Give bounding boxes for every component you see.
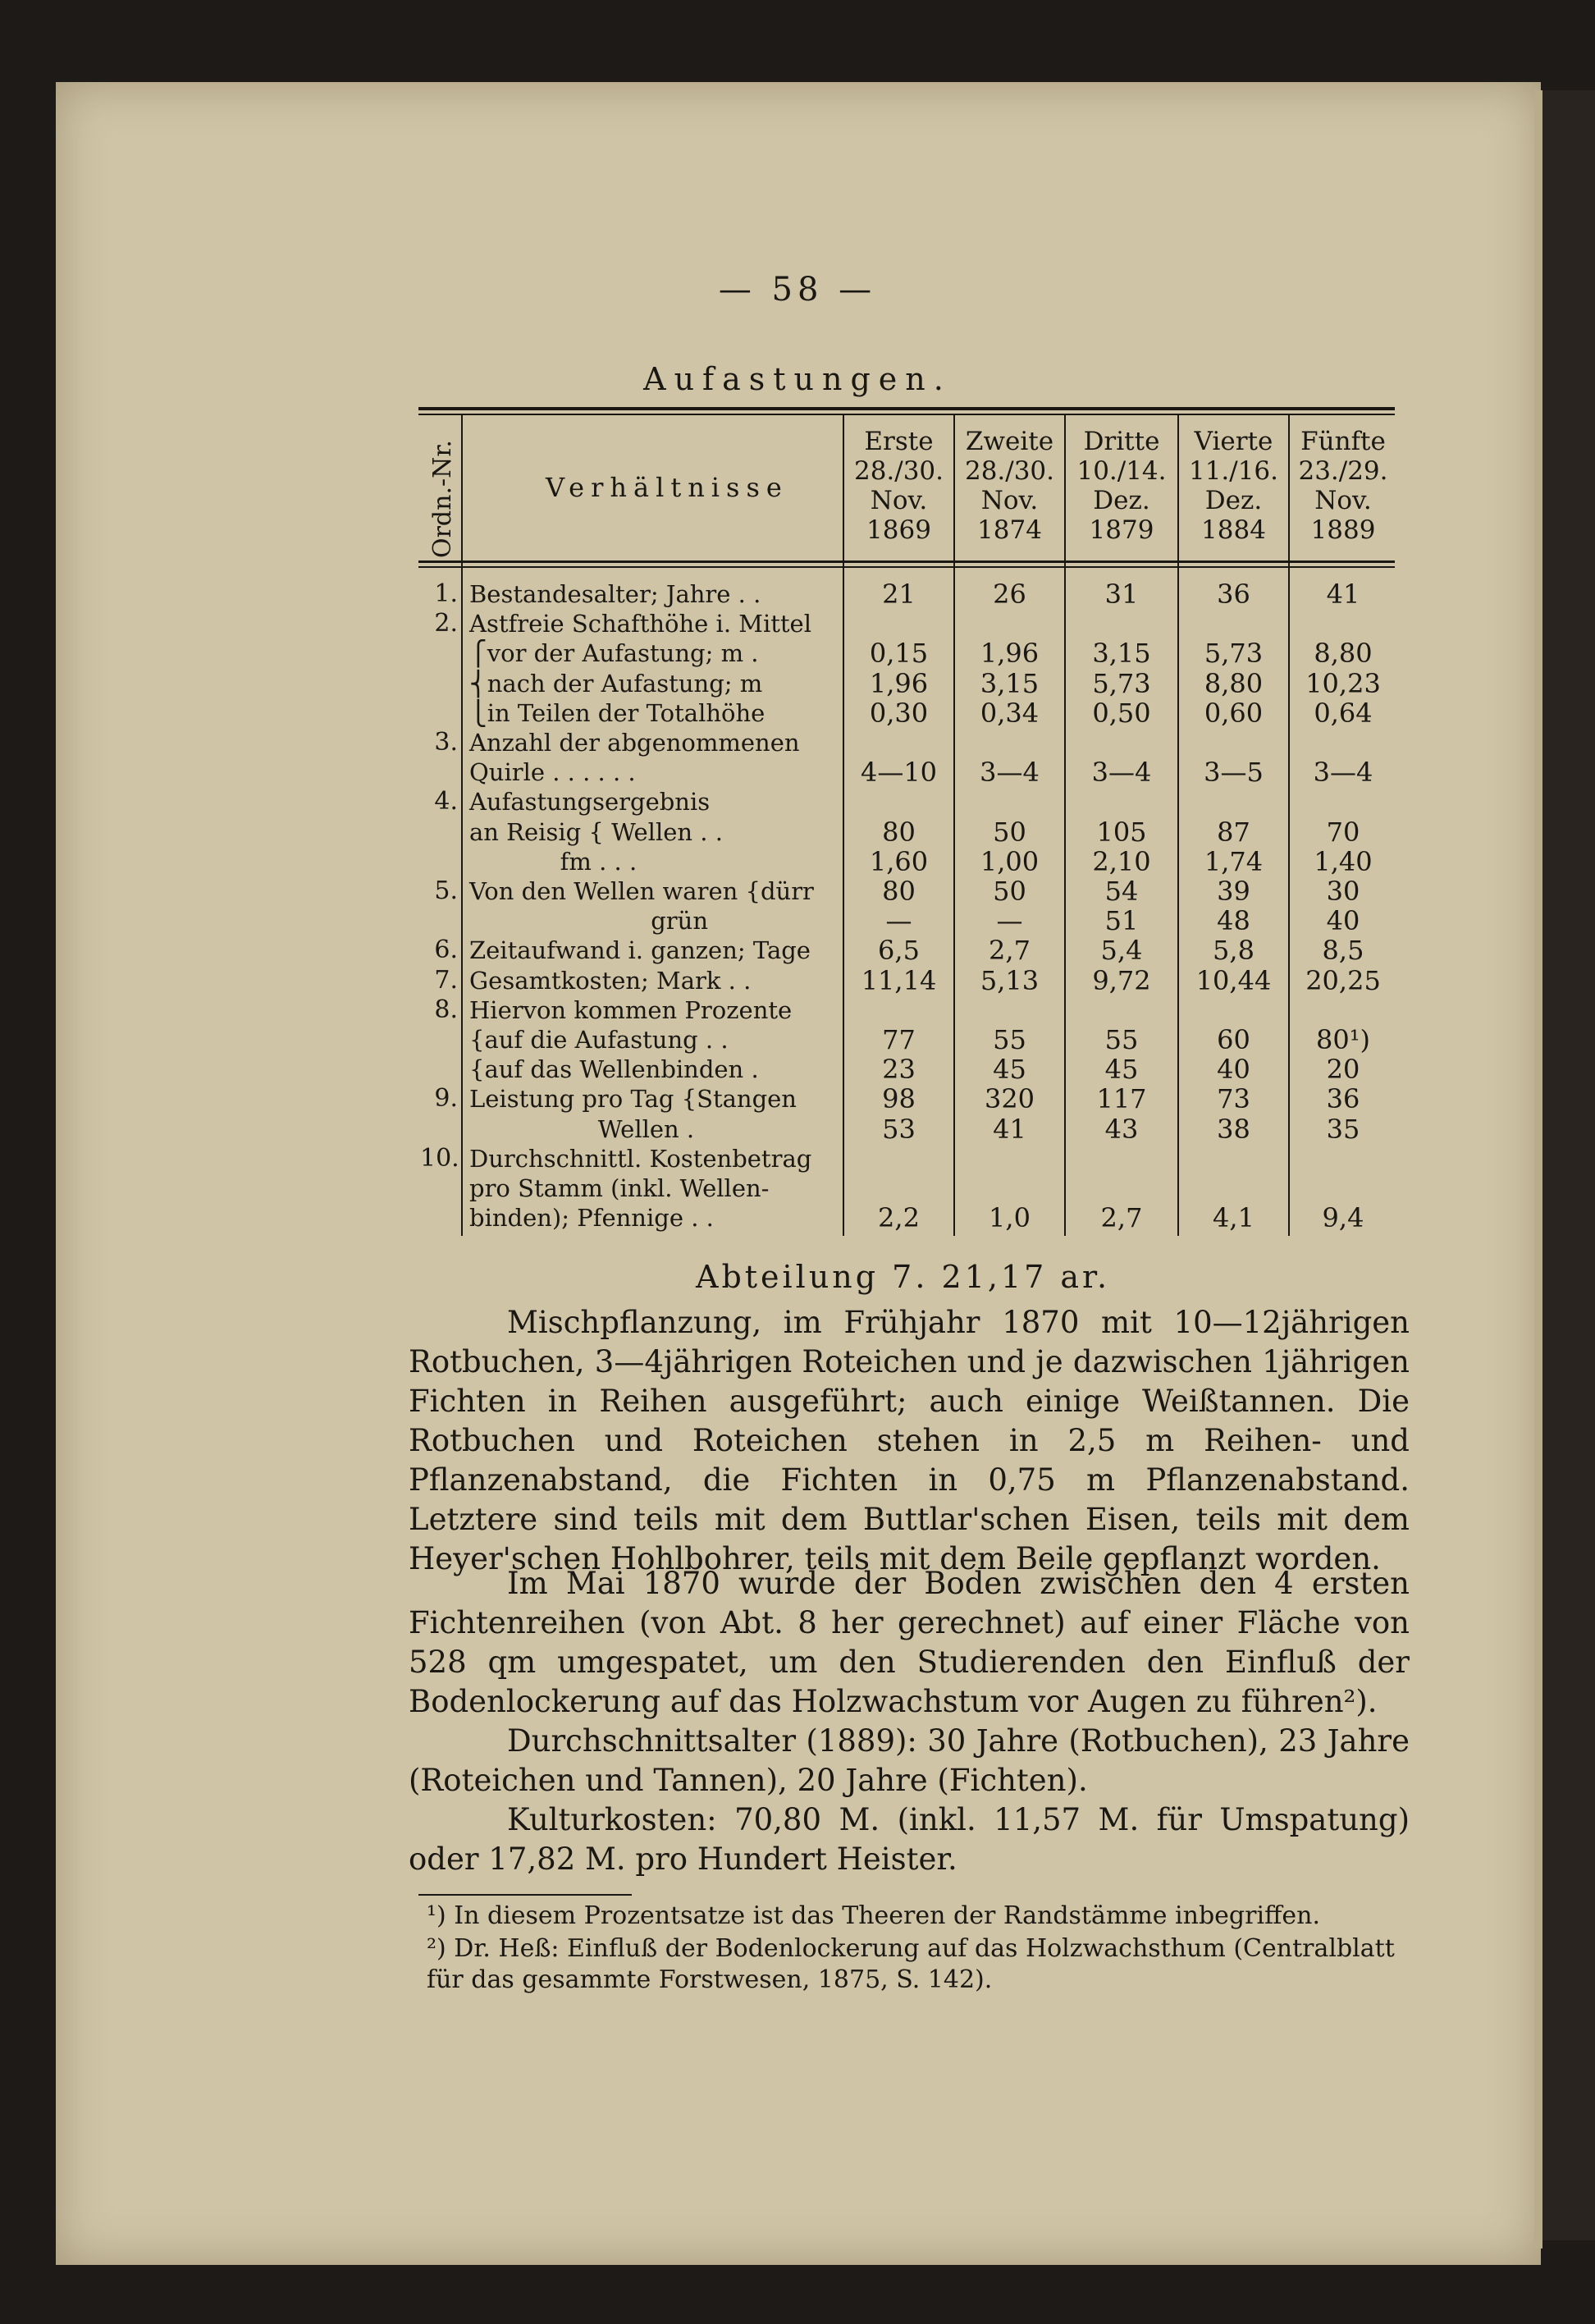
column-header-date: 23./29. bbox=[1298, 456, 1388, 486]
table-cell: 30 bbox=[1326, 876, 1360, 907]
table-cell: 9,4 bbox=[1322, 1202, 1364, 1234]
page-number: — 58 — bbox=[718, 271, 877, 309]
table-cell: 117 bbox=[1096, 1083, 1147, 1115]
table-cell: 3—4 bbox=[1313, 757, 1373, 789]
table-cell: 36 bbox=[1217, 579, 1250, 610]
row-label: Gesamtkosten; Mark . . bbox=[469, 966, 752, 995]
row-label: Quirle . . . . . . bbox=[469, 758, 636, 787]
table-cell: 8,80 bbox=[1314, 638, 1373, 670]
table-cell: 0,50 bbox=[1092, 697, 1151, 729]
table-cell: 2,7 bbox=[1100, 1202, 1143, 1234]
table-cell: 320 bbox=[984, 1083, 1035, 1115]
page-edge-strip bbox=[1534, 90, 1542, 2249]
row-label: Leistung pro Tag {Stangen bbox=[469, 1085, 797, 1114]
table-cell: 0,30 bbox=[869, 697, 929, 729]
table-cell: 5,73 bbox=[1092, 667, 1151, 699]
column-header-name: Fünfte bbox=[1300, 427, 1386, 456]
table-cell: 3—5 bbox=[1204, 757, 1264, 789]
table-cell: 0,60 bbox=[1204, 697, 1264, 729]
table-cell: 39 bbox=[1217, 876, 1250, 907]
table-cell: 80 bbox=[882, 816, 916, 848]
table-cell: 40 bbox=[1217, 1054, 1250, 1086]
table-cell: 31 bbox=[1104, 579, 1139, 610]
footnote-rule bbox=[418, 1894, 632, 1896]
table-cell: — bbox=[885, 905, 912, 937]
row-label: ⎩in Teilen der Totalhöhe bbox=[469, 698, 766, 727]
table-header-rule-2 bbox=[418, 566, 1395, 568]
row-number: 9. bbox=[434, 1084, 458, 1114]
table-cell: — bbox=[996, 905, 1023, 937]
table-cell: 35 bbox=[1326, 1113, 1360, 1145]
row-number: 7. bbox=[434, 965, 458, 995]
table-cell: 55 bbox=[1104, 1024, 1139, 1055]
table-cell: 41 bbox=[993, 1113, 1026, 1145]
table-cell: 105 bbox=[1096, 816, 1147, 848]
column-header-year: 1879 bbox=[1089, 515, 1154, 545]
table-cell: 50 bbox=[993, 816, 1026, 848]
table-top-rule-2 bbox=[418, 414, 1395, 415]
row-label: grün bbox=[469, 907, 709, 936]
row-label: an Reisig { Wellen . . bbox=[469, 817, 723, 846]
table-cell: 70 bbox=[1326, 816, 1360, 848]
column-header-name: Dritte bbox=[1083, 427, 1160, 456]
row-number: 1. bbox=[434, 579, 458, 608]
footnote-1: ¹) In diesem Prozentsatze ist das Theeren der Randstämme inbegriffen. bbox=[427, 1901, 1320, 1930]
row-label: Hiervon kommen Prozente bbox=[469, 995, 793, 1024]
table-cell: 98 bbox=[882, 1083, 916, 1115]
table-cell: 10,44 bbox=[1195, 964, 1272, 996]
table-cell: 1,40 bbox=[1314, 845, 1373, 877]
table-cell: 3—4 bbox=[980, 757, 1040, 789]
table-cell: 40 bbox=[1326, 905, 1360, 937]
paragraph-2: Im Mai 1870 wurde der Boden zwischen den 4 ersten Fichtenreihen (von Abt. 8 her gerechnet) auf einer Fläche von 528 qm umgespatet, um den Studierenden den Einfluß der Bodenlockerung auf das Holzwachstum vor Augen zu führen²). bbox=[409, 1566, 1410, 1719]
column-header-name: Vierte bbox=[1194, 427, 1273, 456]
row-label: ⎨nach der Aufastung; m bbox=[469, 669, 763, 698]
column-header-year: 1874 bbox=[977, 515, 1042, 545]
column-header-date: 10./14. bbox=[1076, 456, 1167, 486]
table-cell: 5,4 bbox=[1100, 935, 1143, 967]
row-label: {auf die Aufastung . . bbox=[469, 1026, 729, 1054]
table-cell: 11,14 bbox=[861, 964, 937, 996]
section-title: Aufastungen. bbox=[643, 361, 952, 397]
table-cell: 45 bbox=[993, 1054, 1026, 1086]
column-header-month: Nov. bbox=[870, 486, 928, 515]
table-cell: 26 bbox=[993, 579, 1026, 610]
row-number: 8. bbox=[434, 995, 458, 1024]
row-label: Astfreie Schafthöhe i. Mittel bbox=[469, 610, 811, 638]
table-cell: 6,5 bbox=[878, 935, 920, 967]
table-cell: 0,64 bbox=[1314, 697, 1373, 729]
column-header-name: Erste bbox=[864, 427, 934, 456]
table-cell: 23 bbox=[882, 1054, 916, 1086]
table-cell: 2,10 bbox=[1092, 845, 1151, 877]
column-header-date: 28./30. bbox=[853, 456, 944, 486]
paragraph-3: Durchschnittsalter (1889): 30 Jahre (Rotbuchen), 23 Jahre (Roteichen und Tannen), 20 Jahre (Fichten). bbox=[409, 1723, 1410, 1798]
row-number: 5. bbox=[434, 876, 458, 905]
column-header-year: 1869 bbox=[866, 515, 931, 545]
column-header-year: 1889 bbox=[1310, 515, 1376, 545]
table-cell: 5,73 bbox=[1204, 638, 1264, 670]
abteilung-heading: Abteilung 7. 21,17 ar. bbox=[696, 1259, 1111, 1295]
table-cell: 5,13 bbox=[980, 964, 1040, 996]
paragraph-1: Mischpflanzung, im Frühjahr 1870 mit 10—12jährigen Rotbuchen, 3—4jährigen Roteichen und je dazwischen 1jährigen Fichten in Reihen ausgeführt; auch einige Weißtannen. Die Rotbuchen und Roteichen stehen in 2,5 m Reihen- und Pflanzenabstand, die Fichten in 0,75 m Pflanzenabstand. Letztere sind teils mit dem Buttlar'schen Eisen, teils mit dem Heyer'schen Hohlbohrer, teils mit dem Beile gepflanzt worden. bbox=[409, 1305, 1410, 1576]
row-label: binden); Pfennige . . bbox=[469, 1204, 714, 1233]
row-number: 3. bbox=[434, 728, 458, 757]
row-label: Bestandesalter; Jahre . . bbox=[469, 580, 761, 608]
table-cell: 54 bbox=[1104, 876, 1139, 907]
table-cell: 45 bbox=[1104, 1054, 1139, 1086]
table-cell: 3—4 bbox=[1091, 757, 1152, 789]
row-label: Zeitaufwand i. ganzen; Tage bbox=[469, 936, 811, 965]
table-cell: 4,1 bbox=[1213, 1202, 1255, 1234]
row-label: {auf das Wellenbinden . bbox=[469, 1055, 759, 1084]
column-header-month: Dez. bbox=[1204, 486, 1263, 515]
row-label: ⎧vor der Aufastung; m . bbox=[469, 639, 759, 668]
table-cell: 5,8 bbox=[1213, 935, 1255, 967]
table-cell: 8,5 bbox=[1322, 935, 1364, 967]
column-header-date: 11./16. bbox=[1188, 456, 1279, 486]
table-cell: 1,60 bbox=[869, 845, 929, 877]
table-header-rule bbox=[418, 560, 1395, 563]
table-cell: 80¹) bbox=[1315, 1024, 1371, 1055]
column-header-month: Nov. bbox=[980, 486, 1039, 515]
table-cell: 3,15 bbox=[1092, 638, 1151, 670]
table-cell: 73 bbox=[1217, 1083, 1250, 1115]
row-label: Anzahl der abgenommenen bbox=[469, 729, 800, 757]
table-top-rule bbox=[418, 407, 1395, 410]
footnote-2: ²) Dr. Heß: Einfluß der Bodenlockerung auf das Holzwachsthum (Centralblatt für das gesammte Forstwesen, 1875, S. 142). bbox=[427, 1934, 1395, 1994]
table-cell: 80 bbox=[882, 876, 916, 907]
table-cell: 87 bbox=[1217, 816, 1250, 848]
table-cell: 53 bbox=[882, 1113, 916, 1145]
row-number: 6. bbox=[434, 936, 458, 965]
row-number: 4. bbox=[434, 787, 458, 817]
table-cell: 43 bbox=[1104, 1113, 1139, 1145]
table-cell: 8,80 bbox=[1204, 667, 1264, 699]
label-header: Verhältnisse bbox=[546, 472, 788, 503]
row-label: Von den Wellen waren {dürr bbox=[469, 877, 814, 905]
table-cell: 3,15 bbox=[980, 667, 1040, 699]
ordnr-header: Ordn.-Nr. bbox=[428, 440, 457, 558]
column-header-month: Nov. bbox=[1314, 486, 1372, 515]
table-cell: 2,7 bbox=[989, 935, 1031, 967]
column-header-month: Dez. bbox=[1093, 486, 1150, 515]
table-cell: 9,72 bbox=[1092, 964, 1151, 996]
table-cell: 20,25 bbox=[1305, 964, 1381, 996]
table-cell: 0,15 bbox=[869, 638, 929, 670]
table-cell: 10,23 bbox=[1305, 667, 1381, 699]
table-cell: 1,00 bbox=[980, 845, 1040, 877]
table-cell: 51 bbox=[1104, 905, 1139, 937]
table-cell: 1,96 bbox=[980, 638, 1040, 670]
col-divider-0 bbox=[461, 415, 463, 1236]
row-label: fm . . . bbox=[469, 847, 638, 876]
table-cell: 55 bbox=[993, 1024, 1026, 1055]
table-cell: 21 bbox=[882, 579, 916, 610]
column-header-date: 28./30. bbox=[964, 456, 1055, 486]
column-header-year: 1884 bbox=[1201, 515, 1266, 545]
table-cell: 36 bbox=[1326, 1083, 1360, 1115]
table-cell: 20 bbox=[1326, 1054, 1360, 1086]
row-label: Durchschnittl. Kostenbetrag bbox=[469, 1144, 812, 1173]
table-cell: 50 bbox=[993, 876, 1026, 907]
row-label: pro Stamm (inkl. Wellen- bbox=[469, 1174, 770, 1202]
table-cell: 77 bbox=[882, 1024, 916, 1055]
table-cell: 1,96 bbox=[869, 667, 929, 699]
table-cell: 1,74 bbox=[1204, 845, 1264, 877]
column-header-name: Zweite bbox=[965, 427, 1054, 456]
table-cell: 1,0 bbox=[989, 1202, 1031, 1234]
row-number: 10. bbox=[420, 1143, 459, 1173]
table-cell: 38 bbox=[1217, 1113, 1250, 1145]
row-number: 2. bbox=[434, 609, 458, 638]
table-cell: 48 bbox=[1217, 905, 1250, 937]
row-label: Aufastungsergebnis bbox=[469, 788, 711, 817]
paragraph-4: Kulturkosten: 70,80 M. (inkl. 11,57 M. für Umspatung) oder 17,82 M. pro Hundert Heister. bbox=[409, 1802, 1410, 1877]
table-cell: 60 bbox=[1217, 1024, 1250, 1055]
table-cell: 2,2 bbox=[878, 1202, 920, 1234]
facing-page-edge bbox=[1541, 90, 1595, 2240]
table-cell: 41 bbox=[1326, 579, 1360, 610]
table-cell: 0,34 bbox=[980, 697, 1040, 729]
row-label: Wellen . bbox=[469, 1114, 695, 1143]
table-cell: 4—10 bbox=[860, 757, 938, 789]
